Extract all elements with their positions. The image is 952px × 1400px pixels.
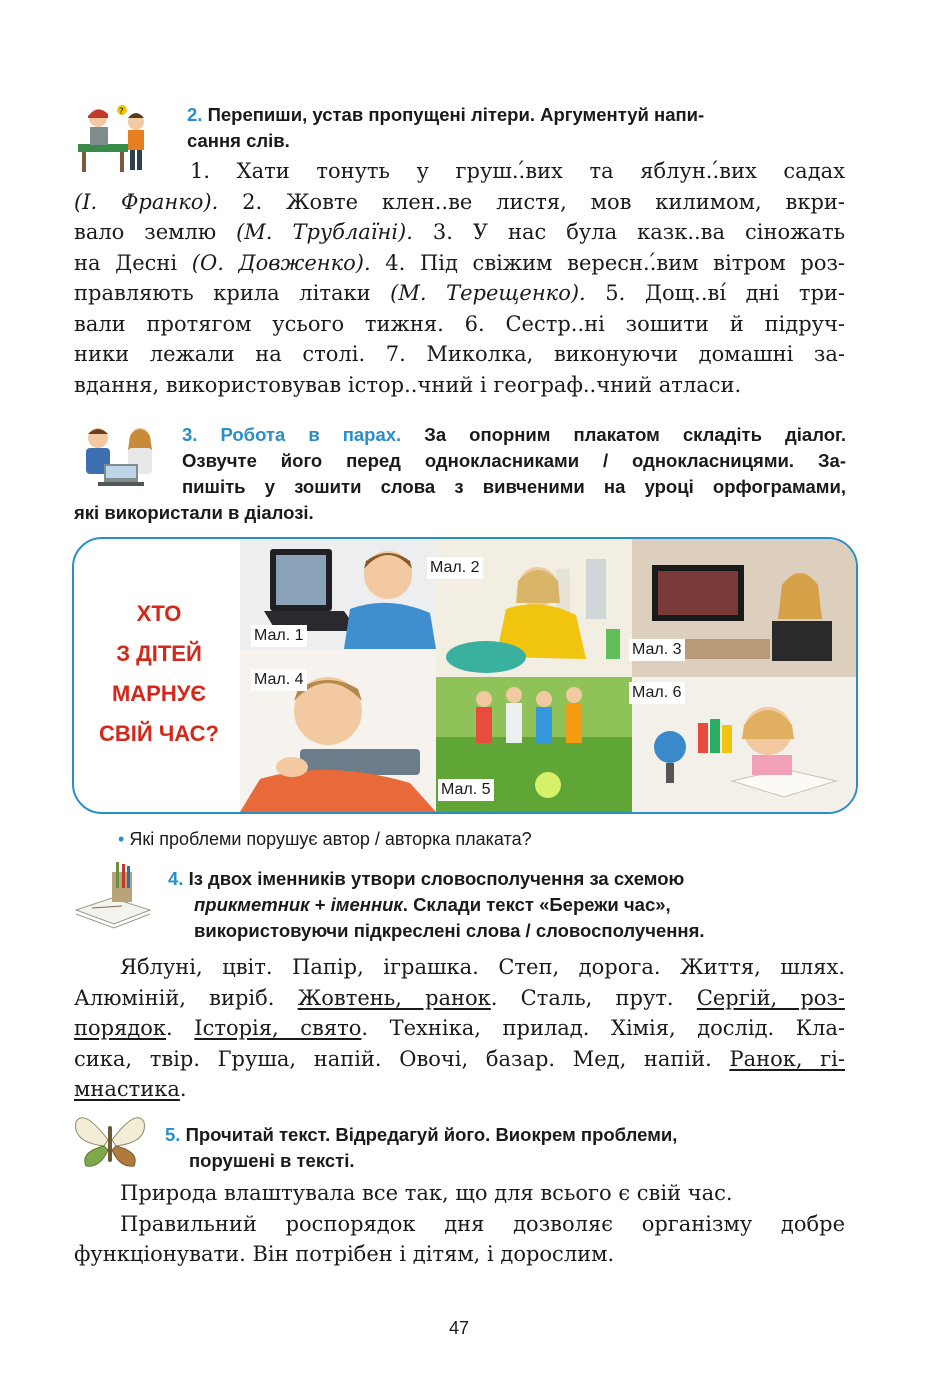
task2-number: 2. bbox=[187, 104, 203, 125]
task2-line: ники лежали на столі. 7. Миколка, виконуючи домашні за- bbox=[74, 342, 845, 366]
task4-heading-line1: 4. Із двох іменників утвори словосполучення за схемою bbox=[168, 868, 685, 889]
task5-heading-line1: 5. Прочитай текст. Відредагуй його. Виокрем проблеми, bbox=[165, 1124, 678, 1145]
caption-mal-3: Мал. 3 bbox=[629, 639, 685, 661]
task5-line: Природа влаштувала все так, що для всього є свій час. bbox=[120, 1181, 733, 1205]
poster-title bbox=[84, 594, 234, 754]
task5-line: функціонувати. Він потрібен і дітям, і дорослим. bbox=[74, 1242, 615, 1266]
task4-line: сика, твір. Груша, напій. Овочі, базар. Мед, напій. Ранок, гі- bbox=[74, 1046, 845, 1071]
task3-heading-line4: які використали в діалозі. bbox=[74, 502, 314, 523]
caption-mal-2: Мал. 2 bbox=[427, 557, 483, 579]
task3-heading bbox=[74, 422, 846, 526]
task4-line: мнастика. bbox=[74, 1077, 187, 1101]
task5-icon-butterfly bbox=[74, 1112, 146, 1168]
task5-heading bbox=[165, 1122, 845, 1174]
task3-heading-line2: Озвучте його перед однокласниками / однокласницями. За- bbox=[182, 450, 846, 471]
task2-heading bbox=[187, 102, 867, 154]
task2-heading-line1: Перепиши, устав пропущені літери. Аргументуй напи- bbox=[207, 104, 705, 125]
poster-question bbox=[118, 829, 532, 850]
task4-heading-line3: використовуючи підкреслені слова / словосполучення. bbox=[194, 920, 705, 941]
poster-title-line: МАРНУЄ bbox=[111, 681, 207, 706]
task2-sentences bbox=[74, 156, 845, 400]
caption-mal-6: Мал. 6 bbox=[629, 682, 685, 704]
task4-line: Алюміній, виріб. Жовтень, ранок. Сталь, прут. Сергій, роз- bbox=[74, 985, 845, 1010]
task2-line: вало землю (М. Трублаїні). 3. У нас була казк..ва сіножать bbox=[74, 220, 845, 244]
task5-text bbox=[74, 1178, 845, 1270]
task2-line: 1. Хати тонуть у груш..́вих та яблун..́вих садах bbox=[190, 159, 845, 183]
bullet: • bbox=[118, 829, 125, 849]
poster-title-line: СВІЙ ЧАС? bbox=[99, 721, 219, 746]
task5-heading-line2: порушені в тексті. bbox=[189, 1150, 355, 1171]
poster bbox=[72, 537, 858, 814]
caption-mal-4: Мал. 4 bbox=[251, 669, 307, 691]
task4-icon-book-pencils bbox=[72, 862, 154, 934]
task4-heading bbox=[168, 866, 848, 944]
task3-heading-line1: 3. Робота в парах. За опорним плакатом складіть діалог. bbox=[182, 424, 847, 445]
poster-question-text: Які проблеми порушує автор / авторка плаката? bbox=[129, 829, 532, 849]
task2-line: вдання, використовував істор..чний і географ..чний атласи. bbox=[74, 372, 742, 397]
task2-line: вали протягом усього тижня. 6. Сестр..ні зошити й підруч- bbox=[74, 311, 845, 336]
caption-mal-5: Мал. 5 bbox=[438, 779, 494, 801]
task2-line: на Десні (О. Довженко). 4. Під свіжим вересн..́вим вітром роз- bbox=[74, 250, 846, 275]
poster-title-line: З ДІТЕЙ bbox=[116, 641, 202, 666]
task4-line: порядок. Історія, свято. Техніка, прилад. Хімія, дослід. Кла- bbox=[74, 1016, 845, 1040]
task3-heading-line3: пишіть у зошити слова з вивченими на уроці орфограмами, bbox=[182, 476, 846, 497]
poster-title-line: ХТО bbox=[136, 601, 182, 626]
page-number: 47 bbox=[449, 1318, 470, 1338]
task4-words bbox=[74, 952, 845, 1105]
task4-heading-line2: прикметник + іменник. Склади текст «Бережи час», bbox=[194, 894, 671, 915]
task2-line: (І. Франко). 2. Жовте клен..ве листя, мов килимом, вкри- bbox=[74, 189, 845, 214]
task2-heading-line2: сання слів. bbox=[187, 130, 290, 151]
caption-mal-1: Мал. 1 bbox=[251, 625, 307, 647]
task2-line: правляють крила літаки (М. Терещенко). 5. Дощ..ві́ дні три- bbox=[74, 281, 845, 305]
svg-text:?: ? bbox=[119, 107, 124, 117]
task4-line: Яблуні, цвіт. Папір, іграшка. Степ, дорога. Життя, шлях. bbox=[120, 955, 845, 979]
task5-line: Правильний роспорядок дня дозволяє організму добре bbox=[120, 1211, 845, 1236]
